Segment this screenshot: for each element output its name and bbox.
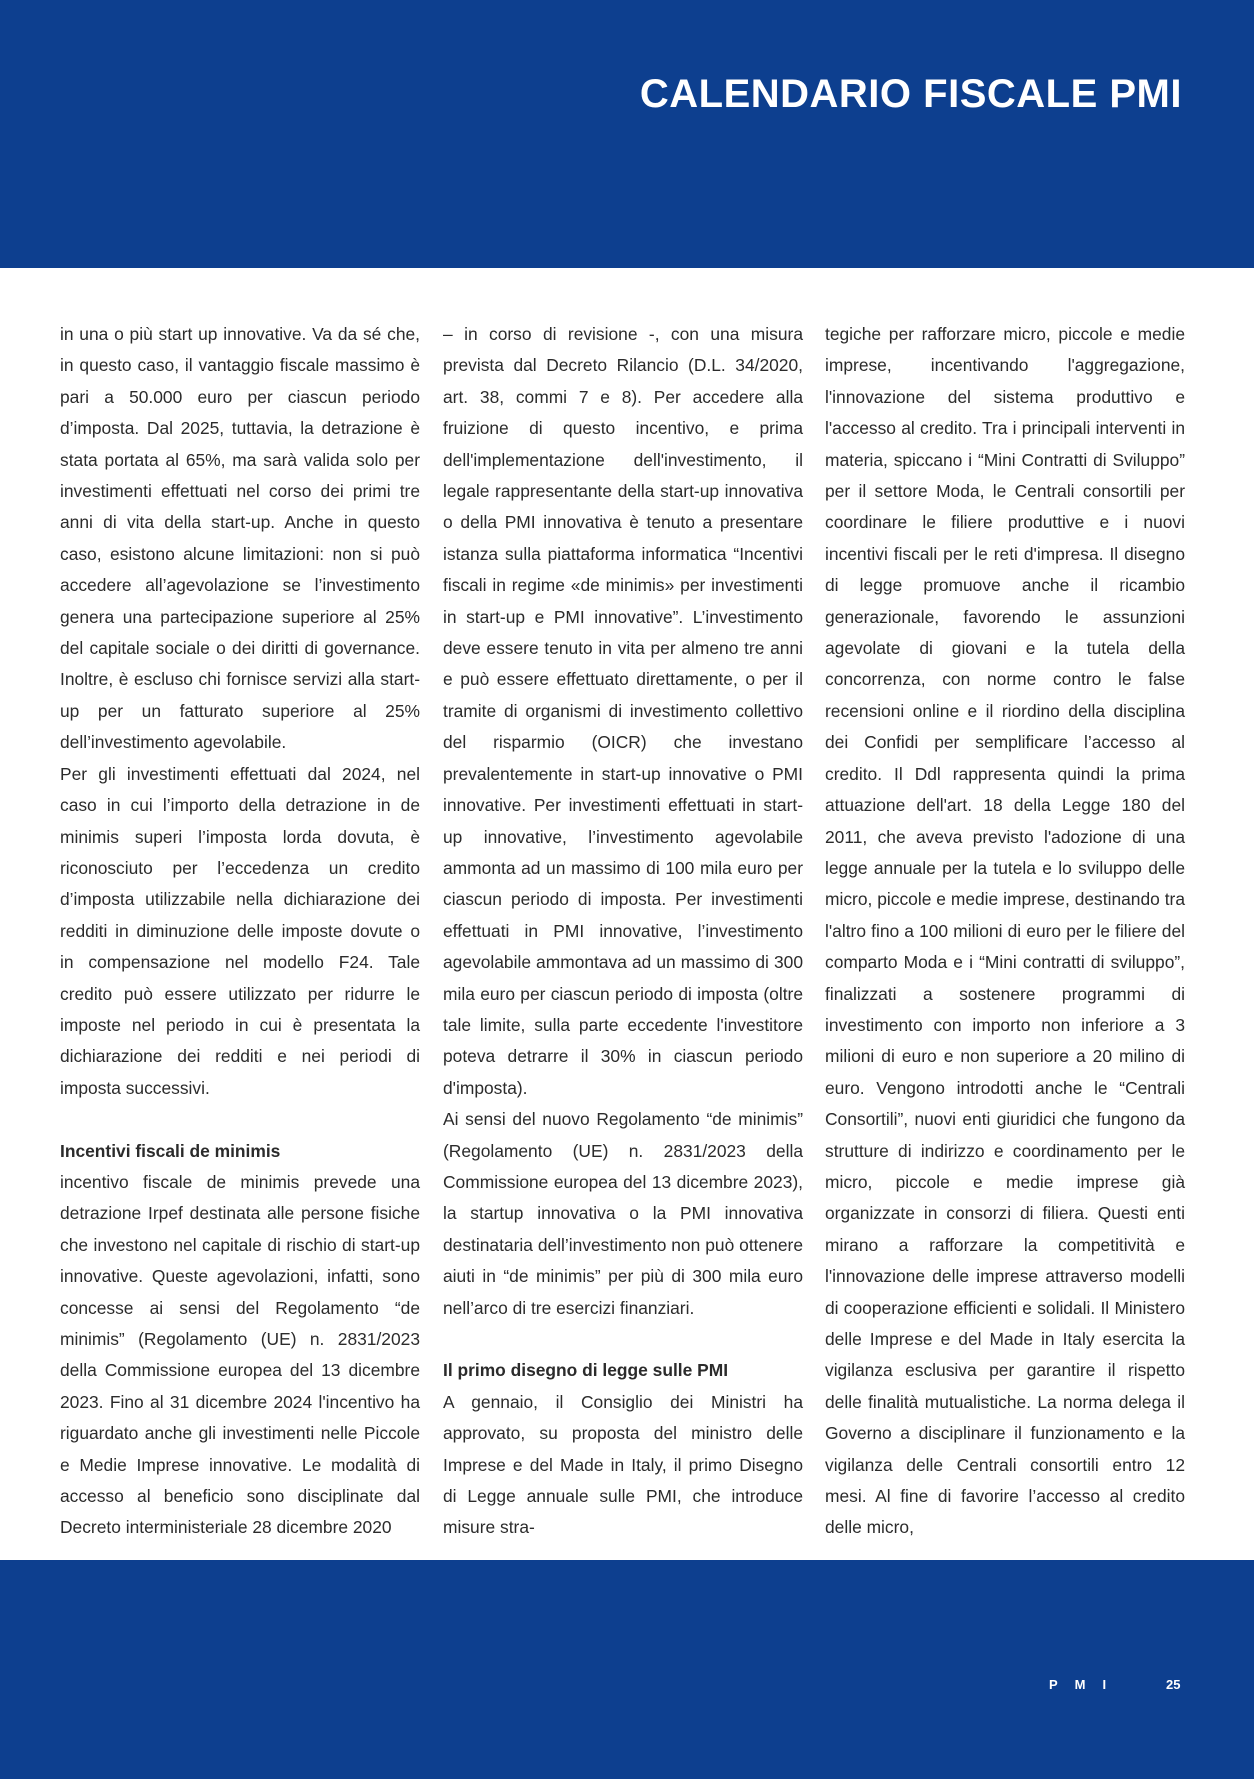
section-heading: Incentivi fiscali de minimis	[60, 1140, 281, 1161]
footer-band	[0, 1560, 1254, 1779]
article-body	[60, 319, 1185, 1538]
text-column-2	[443, 319, 803, 1544]
footer-brand: PMI	[1049, 1677, 1124, 1692]
section-heading: Il primo disegno di legge sulle PMI	[443, 1360, 729, 1381]
header-band	[0, 0, 1254, 268]
paragraph: incentivo fiscale de minimis prevede una detrazione Irpef destinata alle persone fisiche che investono nel capitale di rischio di start-up innovative. Queste agevolazioni, infatti, sono concesse ai sensi del Regolamento “de minimis” (Regolamento (UE) n. 2831/2023 della Commissione europea del 13 dicembre 2023. Fino al 31 dicembre 2024 l'incentivo ha riguardato anche gli investimenti nelle Piccole e Medie Imprese innovative. Le modalità di accesso al beneficio sono disciplinate dal Decreto interministeriale 28 dicembre 2020	[60, 1171, 420, 1538]
paragraph: in una o più start up innovative. Va da sé che, in questo caso, il vantaggio fiscale massimo è pari a 50.000 euro per ciascun periodo d’imposta. Dal 2025, tuttavia, la detrazione è stata portata al 65%, ma sarà valida solo per investimenti effettuati nel corso dei primi tre anni di vita della start-up. Anche in questo caso, esistono alcune limitazioni: non si può accedere all’agevolazione se l’investimento genera una partecipazione superiore al 25% del capitale sociale o dei diritti di governance. Inoltre, è escluso chi fornisce servizi alla start-up per un fatturato superiore al 25% dell’investimento agevolabile.	[60, 324, 420, 753]
paragraph: Ai sensi del nuovo Regolamento “de minimis” (Regolamento (UE) n. 2831/2023 della Commissione europea del 13 dicembre 2023), la startup innovativa o la PMI innovativa destinataria dell’investimento non può ottenere aiuti in “de minimis” per più di 300 mila euro nell’arco di tre esercizi finanziari.	[443, 1109, 803, 1318]
paragraph: tegiche per rafforzare micro, piccole e medie imprese, incentivando l'aggregazione, l'innovazione del sistema produttivo e l'accesso al credito. Tra i principali interventi in materia, spiccano i “Mini Contratti di Sviluppo” per il settore Moda, le Centrali consortili per coordinare le filiere produttive e i nuovi incentivi fiscali per le reti d'impresa. Il disegno di legge promuove anche il ricambio generazionale, favorendo le assunzioni agevolate di giovani e la tutela della concorrenza, con norme contro le false recensioni online e il riordino della disciplina dei Confidi per semplificare l’accesso al credito. Il Ddl rappresenta quindi la prima attuazione dell'art. 18 della Legge 180 del 2011, che aveva previsto l'adozione di una legge annuale per la tutela e lo sviluppo delle micro, piccole e medie imprese, destinando tra l'altro fino a 100 milioni di euro per le filiere del comparto Moda e i “Mini contratti di sviluppo”, finalizzati a sostenere programmi di investimento con importo non inferiore a 3 milioni di euro e non superiore a 20 milino di euro. Vengono introdotti anche le “Centrali Consortili”, nuovi enti giuridici che fungono da strutture di indirizzo e coordinamento per le micro, piccole e medie imprese già organizzate in consorzi di filiera. Questi enti mirano a rafforzare la competitività e l'innovazione delle imprese attraverso modelli di cooperazione efficienti e solidali. Il Ministero delle Imprese e del Made in Italy esercita la vigilanza esclusiva per garantire il rispetto delle finalità mutualistiche. La norma delega il Governo a disciplinare il funzionamento e la vigilanza delle Centrali consortili entro 12 mesi. Al fine di favorire l’accesso al credito delle micro,	[825, 324, 1185, 1538]
text-column-3	[825, 319, 1185, 1544]
page-title: CALENDARIO FISCALE PMI	[639, 72, 1182, 116]
paragraph: – in corso di revisione -, con una misura prevista dal Decreto Rilancio (D.L. 34/2020, art. 38, commi 7 e 8). Per accedere alla fruizione di questo incentivo, e prima dell'implementazione dell'investimento, il legale rappresentante della start-up innovativa o della PMI innovativa è tenuto a presentare istanza sulla piattaforma informatica “Incentivi fiscali in regime «de minimis» per investimenti in start-up e PMI innovative”. L’investimento deve essere tenuto in vita per almeno tre anni e può essere effettuato direttamente, o per il tramite di organismi di investimento collettivo del risparmio (OICR) che investano prevalentemente in start-up innovative o PMI innovative. Per investimenti effettuati in start-up innovative, l’investimento agevolabile ammonta ad un massimo di 100 mila euro per ciascun periodo di imposta. Per investimenti effettuati in PMI innovative, l’investimento agevolabile ammontava ad un massimo di 300 mila euro per ciascun periodo di imposta (oltre tale limite, sulla parte eccedente l'investitore poteva detrarre il 30% in ciascun periodo d'imposta).	[443, 324, 803, 1098]
page-number: 25	[1166, 1677, 1181, 1692]
text-column-1	[60, 319, 420, 1544]
paragraph: Per gli investimenti effettuati dal 2024, nel caso in cui l’importo della detrazione in de minimis superi l’imposta lorda dovuta, è riconosciuto per l’eccedenza un credito d’imposta utilizzabile nella dichiarazione dei redditi in diminuzione delle imposte dovute o in compensazione nel modello F24. Tale credito può essere utilizzato per ridurre le imposte nel periodo in cui è presentata la dichiarazione dei redditi e nei periodi di imposta successivi.	[60, 763, 420, 1098]
paragraph: A gennaio, il Consiglio dei Ministri ha approvato, su proposta del ministro delle Imprese e del Made in Italy, il primo Disegno di Legge annuale sulle PMI, che introduce misure stra-	[443, 1391, 803, 1538]
